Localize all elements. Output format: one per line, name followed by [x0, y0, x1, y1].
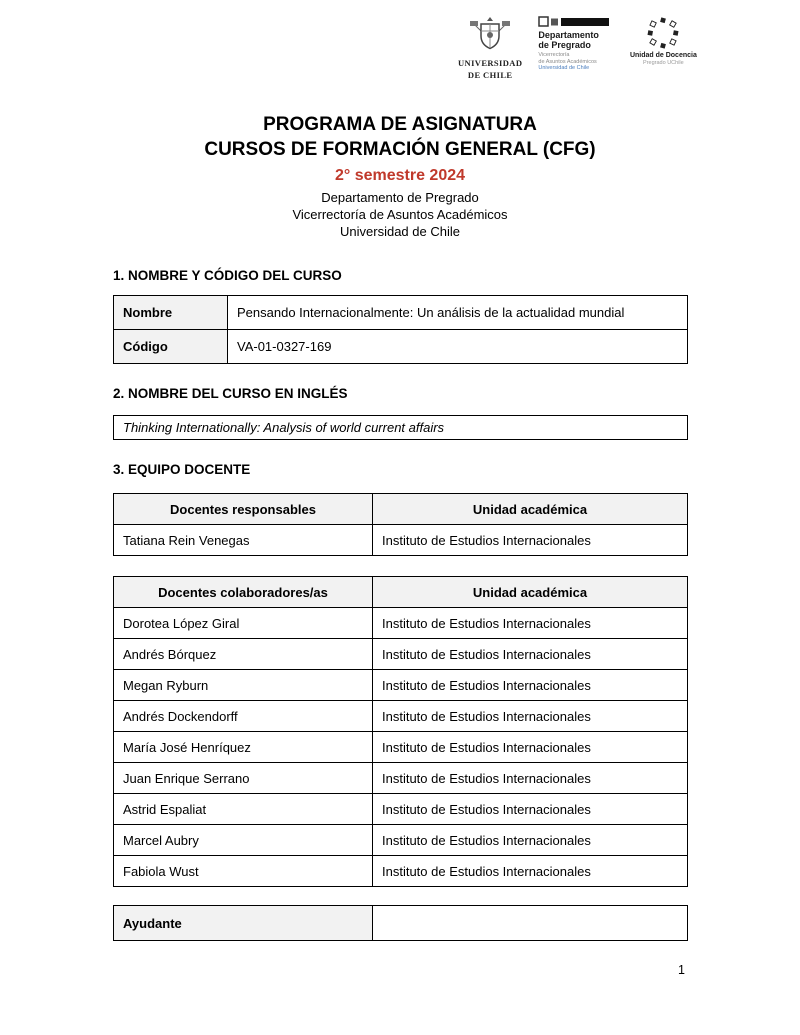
docente-name: Andrés Dockendorff [114, 701, 373, 732]
table-row [114, 701, 688, 732]
course-code-label: Código [114, 330, 228, 364]
responsables-table [113, 493, 688, 556]
section-1-heading: 1. NOMBRE Y CÓDIGO DEL CURSO [113, 268, 342, 283]
docente-unidad: Instituto de Estudios Internacionales [373, 763, 688, 794]
docente-unidad: Instituto de Estudios Internacionales [373, 670, 688, 701]
table-row [114, 639, 688, 670]
table-header-row [114, 494, 688, 525]
semester-subtitle: 2° semestre 2024 [334, 167, 466, 184]
section-3-heading: 3. EQUIPO DOCENTE [113, 462, 251, 477]
docente-unidad: Instituto de Estudios Internacionales [373, 825, 688, 856]
pregrado-logo-sub2: de Asuntos Académicos [538, 58, 597, 65]
table-row [114, 608, 688, 639]
course-name-value: Pensando Internacionalmente: Un análisis de la actualidad mundial [228, 296, 688, 330]
docencia-logo-name: Unidad de Docencia [629, 52, 697, 59]
document-body [0, 268, 800, 941]
ayudante-label: Ayudante [114, 906, 373, 941]
org-line-2: Vicerrectoría de Asuntos Académicos [292, 207, 508, 222]
section-2-heading: 2. NOMBRE DEL CURSO EN INGLÉS [113, 386, 348, 401]
docencia-logo [628, 16, 698, 66]
org-line-1: Departamento de Pregrado [321, 190, 479, 205]
document-title-line2: CURSOS DE FORMACIÓN GENERAL (CFG) [204, 139, 596, 160]
org-line-3: Universidad de Chile [340, 224, 460, 239]
unidad-col-header: Unidad académica [373, 577, 688, 608]
docente-unidad: Instituto de Estudios Internacionales [373, 732, 688, 763]
english-name-value: Thinking Internationally: Analysis of world current affairs [114, 416, 688, 440]
ayudante-table [113, 905, 688, 941]
pregrado-logo-sub3: Universidad de Chile [538, 65, 590, 71]
docente-unidad: Instituto de Estudios Internacionales [373, 608, 688, 639]
table-row [114, 525, 688, 556]
table-row [114, 330, 688, 364]
pregrado-logo-sub1: Vicerrectoría [538, 52, 570, 58]
docente-name: Megan Ryburn [114, 670, 373, 701]
english-name-table [113, 415, 688, 440]
header-logos [458, 16, 698, 80]
docencia-pinwheel-icon [646, 16, 680, 50]
course-name-label: Nombre [114, 296, 228, 330]
document-title-line1: PROGRAMA DE ASIGNATURA [263, 114, 537, 135]
pregrado-logo [538, 16, 612, 72]
docente-unidad: Instituto de Estudios Internacionales [373, 639, 688, 670]
course-code-value: VA-01-0327-169 [228, 330, 688, 364]
uchile-logo-line1: UNIVERSIDAD [458, 58, 523, 68]
docente-name: Tatiana Rein Venegas [114, 525, 373, 556]
table-row [114, 906, 688, 941]
docente-unidad: Instituto de Estudios Internacionales [373, 701, 688, 732]
docente-unidad: Instituto de Estudios Internacionales [373, 525, 688, 556]
page-number: 1 [678, 963, 685, 977]
docente-name: Juan Enrique Serrano [114, 763, 373, 794]
course-name-code-table [113, 295, 688, 364]
table-row [114, 825, 688, 856]
table-row [114, 856, 688, 887]
colaboradores-col-header: Docentes colaboradores/as [114, 577, 373, 608]
uchile-crest-icon [468, 16, 512, 56]
table-row [114, 794, 688, 825]
pregrado-logo-name2: de Pregrado [538, 40, 591, 50]
table-row [114, 732, 688, 763]
responsables-col-header: Docentes responsables [114, 494, 373, 525]
table-header-row [114, 577, 688, 608]
unidad-col-header: Unidad académica [373, 494, 688, 525]
docente-name: Marcel Aubry [114, 825, 373, 856]
docente-unidad: Instituto de Estudios Internacionales [373, 856, 688, 887]
docente-name: Astrid Espaliat [114, 794, 373, 825]
table-row [114, 296, 688, 330]
uchile-logo [458, 16, 522, 80]
docente-name: Dorotea López Giral [114, 608, 373, 639]
docente-name: Andrés Bórquez [114, 639, 373, 670]
table-row [114, 416, 688, 440]
docencia-logo-sub: Pregrado UChile [643, 60, 684, 66]
docente-unidad: Instituto de Estudios Internacionales [373, 794, 688, 825]
docente-name: María José Henríquez [114, 732, 373, 763]
colaboradores-table [113, 576, 688, 887]
pregrado-logo-name1: Departamento [538, 30, 599, 40]
org-lines [0, 189, 800, 240]
pregrado-squares-icon [538, 16, 610, 27]
table-row [114, 670, 688, 701]
docente-name: Fabiola Wust [114, 856, 373, 887]
uchile-logo-line2: DE CHILE [467, 70, 513, 80]
table-row [114, 763, 688, 794]
ayudante-value [373, 906, 688, 941]
